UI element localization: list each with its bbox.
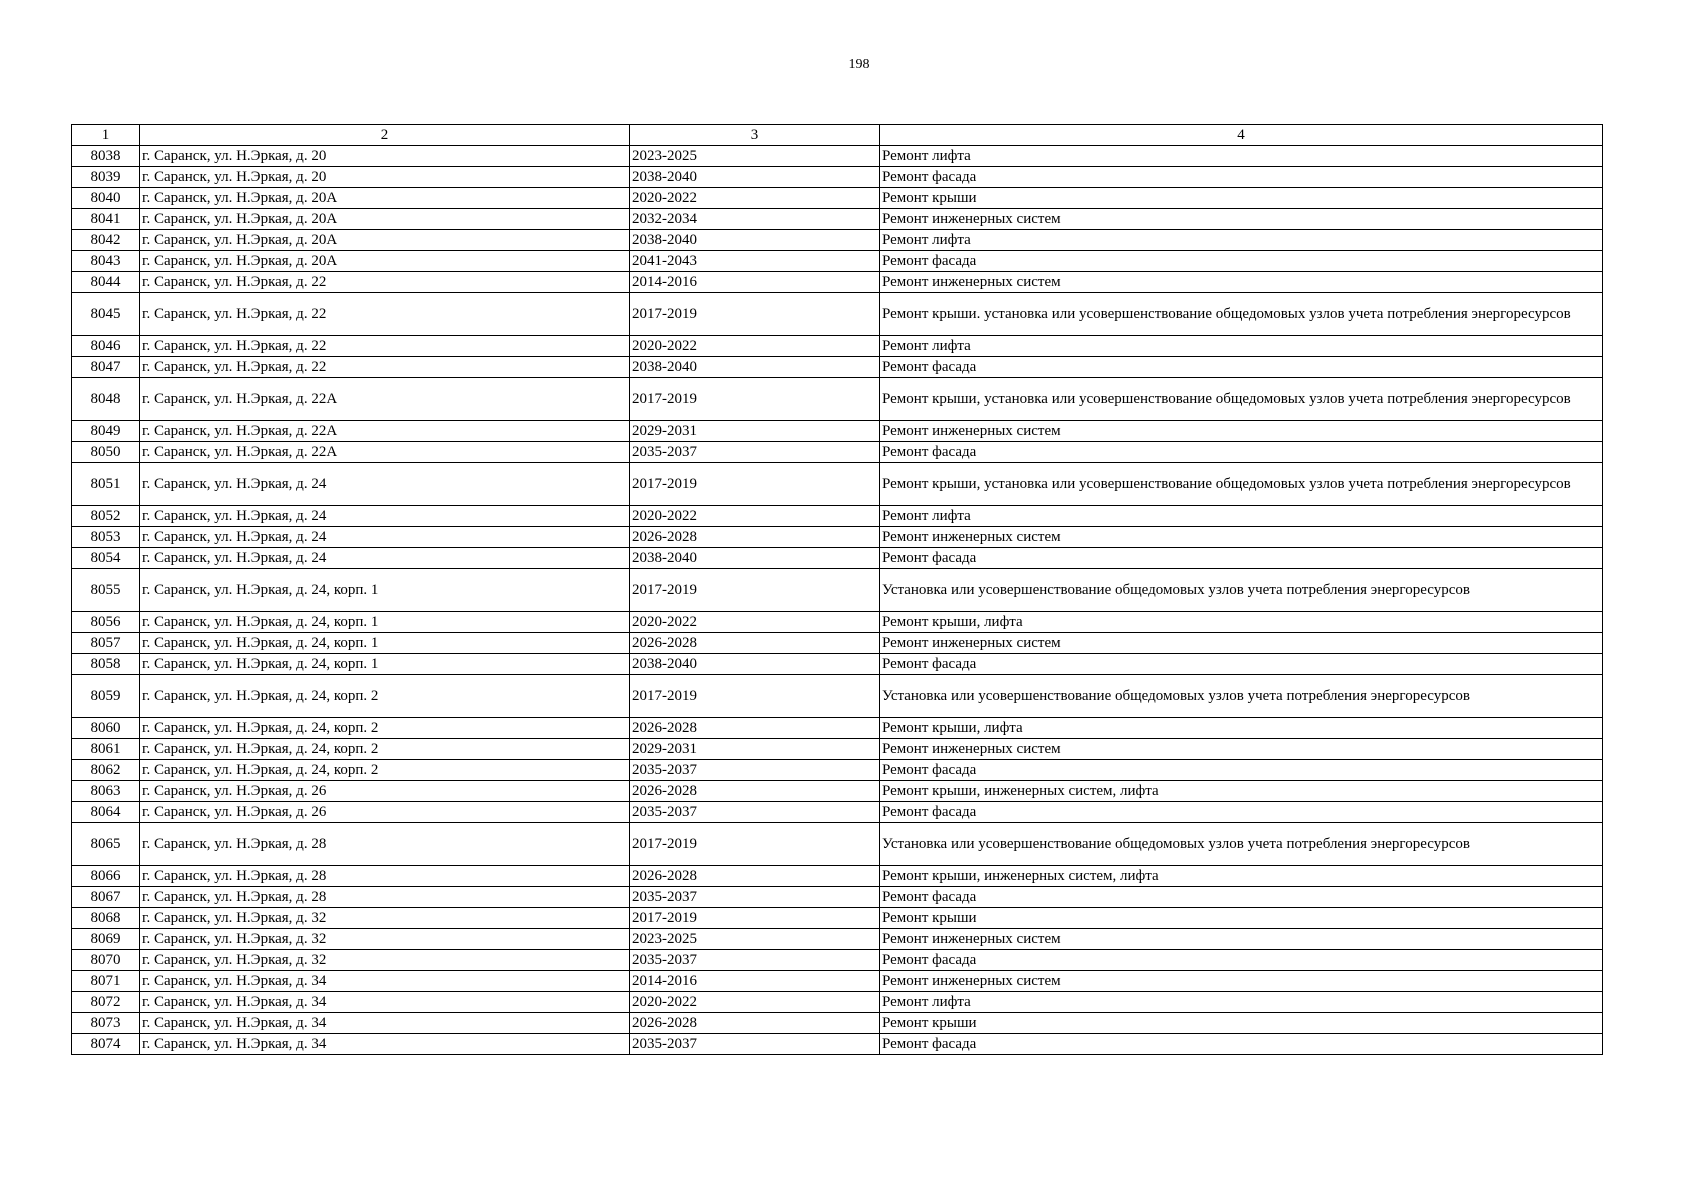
row-number-cell: 8057 bbox=[72, 633, 140, 654]
work-type-cell: Ремонт инженерных систем bbox=[880, 633, 1603, 654]
table-row bbox=[72, 739, 1603, 760]
row-number-cell: 8065 bbox=[72, 823, 140, 866]
header-row bbox=[72, 125, 1603, 146]
period-cell: 2038-2040 bbox=[630, 548, 880, 569]
address-cell: г. Саранск, ул. Н.Эркая, д. 20А bbox=[140, 251, 630, 272]
period-cell: 2017-2019 bbox=[630, 293, 880, 336]
header-col-2: 2 bbox=[140, 125, 630, 146]
period-cell: 2026-2028 bbox=[630, 1013, 880, 1034]
address-cell: г. Саранск, ул. Н.Эркая, д. 28 bbox=[140, 866, 630, 887]
period-cell: 2038-2040 bbox=[630, 230, 880, 251]
address-cell: г. Саранск, ул. Н.Эркая, д. 26 bbox=[140, 802, 630, 823]
work-type-cell: Ремонт крыши. установка или усовершенствование общедомовых узлов учета потребления энергоресурсов bbox=[880, 293, 1603, 336]
table-row bbox=[72, 421, 1603, 442]
period-cell: 2017-2019 bbox=[630, 378, 880, 421]
address-cell: г. Саранск, ул. Н.Эркая, д. 24, корп. 2 bbox=[140, 675, 630, 718]
work-type-cell: Ремонт фасада bbox=[880, 802, 1603, 823]
work-type-cell: Ремонт лифта bbox=[880, 506, 1603, 527]
row-number-cell: 8041 bbox=[72, 209, 140, 230]
row-number-cell: 8070 bbox=[72, 950, 140, 971]
address-cell: г. Саранск, ул. Н.Эркая, д. 28 bbox=[140, 887, 630, 908]
period-cell: 2026-2028 bbox=[630, 781, 880, 802]
header-col-4: 4 bbox=[880, 125, 1603, 146]
work-type-cell: Установка или усовершенствование общедомовых узлов учета потребления энергоресурсов bbox=[880, 823, 1603, 866]
work-type-cell: Ремонт инженерных систем bbox=[880, 929, 1603, 950]
row-number-cell: 8049 bbox=[72, 421, 140, 442]
work-type-cell: Ремонт крыши, установка или усовершенствование общедомовых узлов учета потребления энергоресурсов bbox=[880, 463, 1603, 506]
row-number-cell: 8072 bbox=[72, 992, 140, 1013]
table-row bbox=[72, 293, 1603, 336]
period-cell: 2020-2022 bbox=[630, 612, 880, 633]
work-type-cell: Ремонт инженерных систем bbox=[880, 421, 1603, 442]
period-cell: 2017-2019 bbox=[630, 823, 880, 866]
table-row bbox=[72, 992, 1603, 1013]
address-cell: г. Саранск, ул. Н.Эркая, д. 24, корп. 2 bbox=[140, 760, 630, 781]
period-cell: 2017-2019 bbox=[630, 569, 880, 612]
table-row bbox=[72, 463, 1603, 506]
work-type-cell: Ремонт лифта bbox=[880, 336, 1603, 357]
period-cell: 2020-2022 bbox=[630, 992, 880, 1013]
table-row bbox=[72, 823, 1603, 866]
row-number-cell: 8048 bbox=[72, 378, 140, 421]
work-type-cell: Ремонт крыши bbox=[880, 908, 1603, 929]
row-number-cell: 8061 bbox=[72, 739, 140, 760]
address-cell: г. Саранск, ул. Н.Эркая, д. 24, корп. 2 bbox=[140, 739, 630, 760]
row-number-cell: 8068 bbox=[72, 908, 140, 929]
address-cell: г. Саранск, ул. Н.Эркая, д. 34 bbox=[140, 971, 630, 992]
work-type-cell: Ремонт крыши, инженерных систем, лифта bbox=[880, 781, 1603, 802]
table-row bbox=[72, 866, 1603, 887]
row-number-cell: 8064 bbox=[72, 802, 140, 823]
work-type-cell: Ремонт инженерных систем bbox=[880, 971, 1603, 992]
table-row bbox=[72, 950, 1603, 971]
period-cell: 2038-2040 bbox=[630, 654, 880, 675]
table-row bbox=[72, 654, 1603, 675]
row-number-cell: 8052 bbox=[72, 506, 140, 527]
table-row bbox=[72, 272, 1603, 293]
table-row bbox=[72, 675, 1603, 718]
row-number-cell: 8055 bbox=[72, 569, 140, 612]
row-number-cell: 8045 bbox=[72, 293, 140, 336]
row-number-cell: 8058 bbox=[72, 654, 140, 675]
period-cell: 2026-2028 bbox=[630, 527, 880, 548]
period-cell: 2035-2037 bbox=[630, 887, 880, 908]
table-row bbox=[72, 718, 1603, 739]
address-cell: г. Саранск, ул. Н.Эркая, д. 22А bbox=[140, 442, 630, 463]
table-row bbox=[72, 612, 1603, 633]
period-cell: 2035-2037 bbox=[630, 760, 880, 781]
period-cell: 2038-2040 bbox=[630, 167, 880, 188]
row-number-cell: 8051 bbox=[72, 463, 140, 506]
address-cell: г. Саранск, ул. Н.Эркая, д. 34 bbox=[140, 992, 630, 1013]
work-type-cell: Ремонт крыши, инженерных систем, лифта bbox=[880, 866, 1603, 887]
work-type-cell: Ремонт лифта bbox=[880, 146, 1603, 167]
table-row bbox=[72, 357, 1603, 378]
header-col-3: 3 bbox=[630, 125, 880, 146]
work-type-cell: Ремонт фасада bbox=[880, 1034, 1603, 1055]
address-cell: г. Саранск, ул. Н.Эркая, д. 20 bbox=[140, 146, 630, 167]
work-type-cell: Ремонт лифта bbox=[880, 992, 1603, 1013]
period-cell: 2014-2016 bbox=[630, 272, 880, 293]
table-row bbox=[72, 167, 1603, 188]
work-type-cell: Ремонт крыши, лифта bbox=[880, 718, 1603, 739]
address-cell: г. Саранск, ул. Н.Эркая, д. 24, корп. 1 bbox=[140, 612, 630, 633]
table-row bbox=[72, 781, 1603, 802]
address-cell: г. Саранск, ул. Н.Эркая, д. 32 bbox=[140, 908, 630, 929]
table-row bbox=[72, 548, 1603, 569]
repair-schedule-table bbox=[71, 124, 1603, 1055]
table-row bbox=[72, 887, 1603, 908]
row-number-cell: 8050 bbox=[72, 442, 140, 463]
work-type-cell: Установка или усовершенствование общедомовых узлов учета потребления энергоресурсов bbox=[880, 569, 1603, 612]
work-type-cell: Установка или усовершенствование общедомовых узлов учета потребления энергоресурсов bbox=[880, 675, 1603, 718]
table-row bbox=[72, 1013, 1603, 1034]
period-cell: 2026-2028 bbox=[630, 633, 880, 654]
work-type-cell: Ремонт лифта bbox=[880, 230, 1603, 251]
period-cell: 2026-2028 bbox=[630, 866, 880, 887]
period-cell: 2020-2022 bbox=[630, 336, 880, 357]
row-number-cell: 8063 bbox=[72, 781, 140, 802]
work-type-cell: Ремонт фасада bbox=[880, 251, 1603, 272]
address-cell: г. Саранск, ул. Н.Эркая, д. 24, корп. 1 bbox=[140, 633, 630, 654]
header-col-1: 1 bbox=[72, 125, 140, 146]
address-cell: г. Саранск, ул. Н.Эркая, д. 22 bbox=[140, 336, 630, 357]
row-number-cell: 8044 bbox=[72, 272, 140, 293]
address-cell: г. Саранск, ул. Н.Эркая, д. 32 bbox=[140, 929, 630, 950]
row-number-cell: 8047 bbox=[72, 357, 140, 378]
table-row bbox=[72, 929, 1603, 950]
address-cell: г. Саранск, ул. Н.Эркая, д. 34 bbox=[140, 1013, 630, 1034]
work-type-cell: Ремонт крыши bbox=[880, 1013, 1603, 1034]
address-cell: г. Саранск, ул. Н.Эркая, д. 24 bbox=[140, 463, 630, 506]
row-number-cell: 8067 bbox=[72, 887, 140, 908]
table-row bbox=[72, 146, 1603, 167]
table-row bbox=[72, 336, 1603, 357]
row-number-cell: 8069 bbox=[72, 929, 140, 950]
period-cell: 2041-2043 bbox=[630, 251, 880, 272]
address-cell: г. Саранск, ул. Н.Эркая, д. 24 bbox=[140, 548, 630, 569]
work-type-cell: Ремонт фасада bbox=[880, 357, 1603, 378]
row-number-cell: 8056 bbox=[72, 612, 140, 633]
work-type-cell: Ремонт фасада bbox=[880, 548, 1603, 569]
row-number-cell: 8042 bbox=[72, 230, 140, 251]
period-cell: 2032-2034 bbox=[630, 209, 880, 230]
address-cell: г. Саранск, ул. Н.Эркая, д. 28 bbox=[140, 823, 630, 866]
row-number-cell: 8043 bbox=[72, 251, 140, 272]
table-row bbox=[72, 506, 1603, 527]
address-cell: г. Саранск, ул. Н.Эркая, д. 24, корп. 2 bbox=[140, 718, 630, 739]
table-row bbox=[72, 1034, 1603, 1055]
address-cell: г. Саранск, ул. Н.Эркая, д. 32 bbox=[140, 950, 630, 971]
period-cell: 2020-2022 bbox=[630, 188, 880, 209]
period-cell: 2035-2037 bbox=[630, 802, 880, 823]
work-type-cell: Ремонт фасада bbox=[880, 887, 1603, 908]
row-number-cell: 8046 bbox=[72, 336, 140, 357]
row-number-cell: 8038 bbox=[72, 146, 140, 167]
work-type-cell: Ремонт фасада bbox=[880, 442, 1603, 463]
address-cell: г. Саранск, ул. Н.Эркая, д. 34 bbox=[140, 1034, 630, 1055]
table-body bbox=[72, 146, 1603, 1055]
row-number-cell: 8060 bbox=[72, 718, 140, 739]
address-cell: г. Саранск, ул. Н.Эркая, д. 22 bbox=[140, 357, 630, 378]
address-cell: г. Саранск, ул. Н.Эркая, д. 24, корп. 1 bbox=[140, 654, 630, 675]
table-row bbox=[72, 378, 1603, 421]
period-cell: 2023-2025 bbox=[630, 146, 880, 167]
address-cell: г. Саранск, ул. Н.Эркая, д. 22 bbox=[140, 272, 630, 293]
row-number-cell: 8066 bbox=[72, 866, 140, 887]
row-number-cell: 8062 bbox=[72, 760, 140, 781]
table-row bbox=[72, 442, 1603, 463]
address-cell: г. Саранск, ул. Н.Эркая, д. 20А bbox=[140, 230, 630, 251]
work-type-cell: Ремонт фасада bbox=[880, 760, 1603, 781]
address-cell: г. Саранск, ул. Н.Эркая, д. 22А bbox=[140, 378, 630, 421]
table-header bbox=[72, 125, 1603, 146]
period-cell: 2023-2025 bbox=[630, 929, 880, 950]
period-cell: 2026-2028 bbox=[630, 718, 880, 739]
row-number-cell: 8053 bbox=[72, 527, 140, 548]
period-cell: 2020-2022 bbox=[630, 506, 880, 527]
work-type-cell: Ремонт фасада bbox=[880, 167, 1603, 188]
period-cell: 2029-2031 bbox=[630, 421, 880, 442]
address-cell: г. Саранск, ул. Н.Эркая, д. 26 bbox=[140, 781, 630, 802]
address-cell: г. Саранск, ул. Н.Эркая, д. 20 bbox=[140, 167, 630, 188]
table-row bbox=[72, 230, 1603, 251]
address-cell: г. Саранск, ул. Н.Эркая, д. 22 bbox=[140, 293, 630, 336]
address-cell: г. Саранск, ул. Н.Эркая, д. 24 bbox=[140, 506, 630, 527]
address-cell: г. Саранск, ул. Н.Эркая, д. 22А bbox=[140, 421, 630, 442]
period-cell: 2038-2040 bbox=[630, 357, 880, 378]
row-number-cell: 8059 bbox=[72, 675, 140, 718]
table-row bbox=[72, 908, 1603, 929]
row-number-cell: 8074 bbox=[72, 1034, 140, 1055]
row-number-cell: 8054 bbox=[72, 548, 140, 569]
table-row bbox=[72, 971, 1603, 992]
row-number-cell: 8039 bbox=[72, 167, 140, 188]
period-cell: 2017-2019 bbox=[630, 908, 880, 929]
address-cell: г. Саранск, ул. Н.Эркая, д. 24, корп. 1 bbox=[140, 569, 630, 612]
period-cell: 2017-2019 bbox=[630, 675, 880, 718]
work-type-cell: Ремонт фасада bbox=[880, 654, 1603, 675]
page-number: 198 bbox=[848, 57, 870, 72]
table-row bbox=[72, 209, 1603, 230]
address-cell: г. Саранск, ул. Н.Эркая, д. 20А bbox=[140, 188, 630, 209]
row-number-cell: 8073 bbox=[72, 1013, 140, 1034]
row-number-cell: 8040 bbox=[72, 188, 140, 209]
work-type-cell: Ремонт фасада bbox=[880, 950, 1603, 971]
table-row bbox=[72, 633, 1603, 654]
work-type-cell: Ремонт крыши bbox=[880, 188, 1603, 209]
address-cell: г. Саранск, ул. Н.Эркая, д. 24 bbox=[140, 527, 630, 548]
table-row bbox=[72, 802, 1603, 823]
period-cell: 2035-2037 bbox=[630, 442, 880, 463]
period-cell: 2035-2037 bbox=[630, 950, 880, 971]
period-cell: 2017-2019 bbox=[630, 463, 880, 506]
table-row bbox=[72, 251, 1603, 272]
period-cell: 2035-2037 bbox=[630, 1034, 880, 1055]
table-row bbox=[72, 760, 1603, 781]
table-row bbox=[72, 188, 1603, 209]
period-cell: 2029-2031 bbox=[630, 739, 880, 760]
table-row bbox=[72, 527, 1603, 548]
period-cell: 2014-2016 bbox=[630, 971, 880, 992]
work-type-cell: Ремонт крыши, лифта bbox=[880, 612, 1603, 633]
work-type-cell: Ремонт инженерных систем bbox=[880, 739, 1603, 760]
work-type-cell: Ремонт инженерных систем bbox=[880, 527, 1603, 548]
address-cell: г. Саранск, ул. Н.Эркая, д. 20А bbox=[140, 209, 630, 230]
row-number-cell: 8071 bbox=[72, 971, 140, 992]
work-type-cell: Ремонт инженерных систем bbox=[880, 272, 1603, 293]
work-type-cell: Ремонт инженерных систем bbox=[880, 209, 1603, 230]
work-type-cell: Ремонт крыши, установка или усовершенствование общедомовых узлов учета потребления энергоресурсов bbox=[880, 378, 1603, 421]
table-row bbox=[72, 569, 1603, 612]
